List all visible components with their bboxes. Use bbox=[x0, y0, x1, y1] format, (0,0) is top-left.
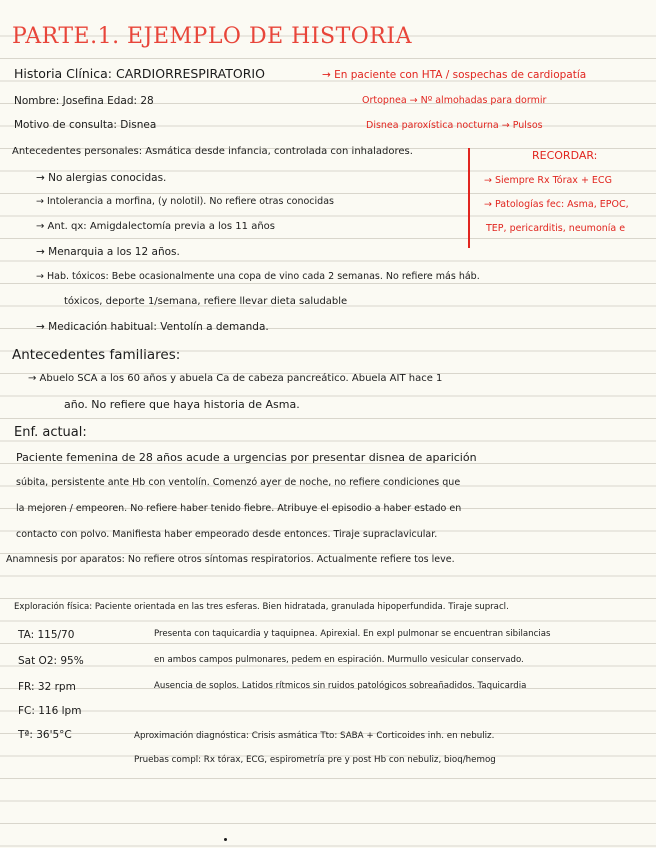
exploracion-line: Ausencia de soplos. Latidos rítmicos sin ruidos patológicos sobreañadidos. Taquicardia bbox=[154, 681, 527, 691]
red-note-hta: → En paciente con HTA / sospechas de cardiopatía bbox=[322, 69, 587, 81]
exploracion-line: Presenta con taquicardia y taquipnea. Apirexial. En expl pulmonar se encuentran sibilancias bbox=[154, 629, 551, 639]
vital-sign: Tª: 36'5°C bbox=[18, 729, 72, 741]
vital-sign: FC: 116 lpm bbox=[18, 705, 82, 717]
motivo-consulta: Motivo de consulta: Disnea bbox=[14, 119, 157, 131]
exploracion-line: en ambos campos pulmonares, pedem en espiración. Murmullo vesicular conservado. bbox=[154, 655, 524, 665]
vital-sign: FR: 32 rpm bbox=[18, 681, 76, 693]
enf-actual-line: la mejoren / empeoren. No refiere haber tenido fiebre. Atribuye el episodio a haber estado en bbox=[16, 503, 462, 514]
enf-actual-line: Anamnesis por aparatos: No refiere otros síntomas respiratorios. Actualmente refiere tos leve. bbox=[6, 554, 455, 565]
vital-sign: Sat O2: 95% bbox=[18, 655, 84, 667]
antecedente-item: tóxicos, deporte 1/semana, refiere llevar dieta saludable bbox=[64, 296, 348, 307]
recordar-heading: RECORDAR: bbox=[532, 149, 598, 162]
vital-sign: TA: 115/70 bbox=[18, 629, 75, 641]
recordar-item: → Siempre Rx Tórax + ECG bbox=[484, 175, 612, 186]
antecedentes-familiares-heading: Antecedentes familiares: bbox=[12, 347, 181, 363]
pruebas-complementarias: Pruebas compl: Rx tórax, ECG, espirometría pre y post Hb con nebuliz, bioq/hemog bbox=[134, 755, 496, 765]
antecedente-item: → Ant. qx: Amigdalectomía previa a los 11 años bbox=[36, 221, 275, 232]
antecedente-item: → Intolerancia a morfina, (y nolotil). No refiere otras conocidas bbox=[36, 196, 334, 207]
antecedente-item: → Medicación habitual: Ventolín a demanda. bbox=[36, 321, 269, 333]
antecedente-item: → Hab. tóxicos: Bebe ocasionalmente una copa de vino cada 2 semanas. No refiere más háb. bbox=[36, 271, 480, 282]
exploracion-heading: Exploración física: Paciente orientada en las tres esferas. Bien hidratada, granulada hipoperfundida. Tiraje supracl. bbox=[14, 602, 509, 612]
familiar-line: año. No refiere que haya historia de Asma. bbox=[64, 398, 300, 411]
recordar-item: → Patologías fec: Asma, EPOC, bbox=[484, 199, 629, 210]
historia-clinica: Historia Clínica: CARDIORRESPIRATORIO bbox=[14, 66, 265, 81]
enf-actual-line: Paciente femenina de 28 años acude a urgencias por presentar disnea de aparición bbox=[16, 451, 477, 464]
enf-actual-line: contacto con polvo. Manifiesta haber empeorado desde entonces. Tiraje supraclavicular. bbox=[16, 529, 438, 540]
page-title: PARTE.1. EJEMPLO DE HISTORIA bbox=[12, 24, 412, 49]
antecedente-item: → No alergias conocidas. bbox=[36, 172, 167, 184]
patient-name: Nombre: Josefina Edad: 28 bbox=[14, 95, 154, 107]
antecedentes-personales-heading: Antecedentes personales: Asmática desde infancia, controlada con inhaladores. bbox=[12, 146, 413, 157]
aproximacion-diagnostica: Aproximación diagnóstica: Crisis asmática Tto: SABA + Corticoides inh. en nebuliz. bbox=[134, 731, 495, 741]
antecedente-item: → Menarquia a los 12 años. bbox=[36, 246, 180, 258]
divider-line bbox=[468, 148, 470, 248]
pen-dot bbox=[224, 838, 227, 841]
familiar-line: → Abuelo SCA a los 60 años y abuela Ca de cabeza pancreático. Abuela AIT hace 1 bbox=[28, 373, 443, 384]
red-note-ortopnea: Ortopnea → Nº almohadas para dormir bbox=[362, 95, 547, 106]
red-note-disnea: Disnea paroxística nocturna → Pulsos bbox=[366, 120, 543, 131]
enf-actual-line: súbita, persistente ante Hb con ventolín. Comenzó ayer de noche, no refiere condiciones que bbox=[16, 477, 461, 488]
recordar-item: TEP, pericarditis, neumonía e bbox=[486, 223, 626, 234]
enf-actual-heading: Enf. actual: bbox=[14, 425, 87, 440]
